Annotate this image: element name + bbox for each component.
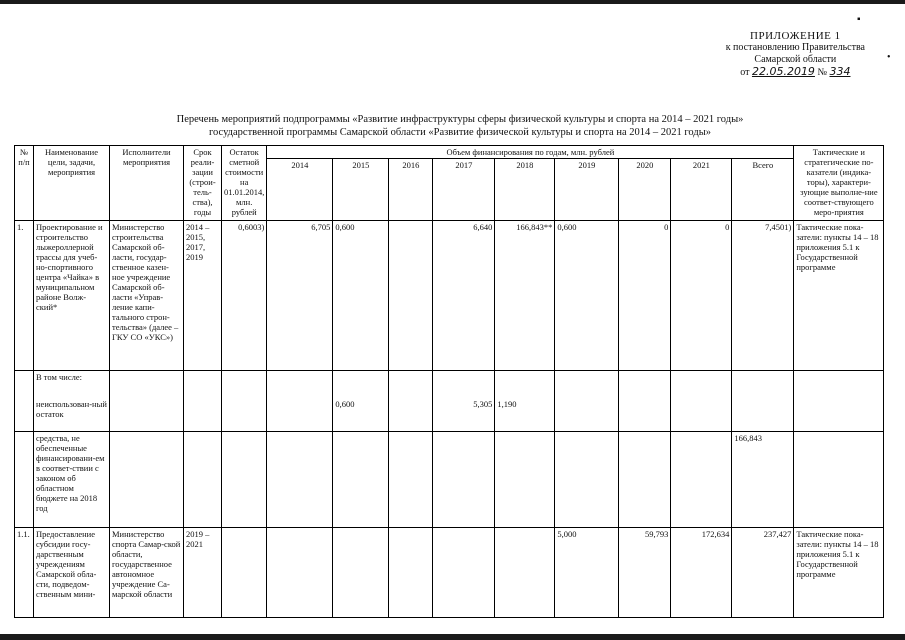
table-row [15,432,884,528]
value-2020: 0 [619,221,671,371]
value-total: 7,4501) [732,221,794,371]
header-row-1 [15,146,884,159]
col-header-executors: Исполнители мероприятия [110,146,184,221]
title-line-1: Перечень мероприятий подпрограммы «Развитие инфраструктуры сферы физической культуры и спорта на 2014 – 2021 годы» [176,114,744,125]
annex-title: ПРИЛОЖЕНИЕ 1 [750,30,841,42]
col-header-term: Срок реали-зации (строи-тель-ства), годы [184,146,222,221]
year-header: 2020 [619,159,671,221]
value-2015: 0,600 [333,221,389,371]
including-label: В том числе: [34,371,110,398]
value-2016 [389,528,433,618]
value-total: 237,427 [732,528,794,618]
measure-executors: Министерство строительства Самарской об-ласти, государ-ственное казен-ное учреждение Самарской об-ласти «Управ-ление капи-тального строн-тельства» (далее – ГКУ СО «УКС») [110,221,184,371]
measure-term: 2014 – 2015, 2017, 2019 [184,221,222,371]
table-row [15,221,884,371]
value-2018: 1,190 [495,398,555,432]
year-header: 2014 [267,159,333,221]
value-2017 [433,528,495,618]
table-row [15,398,884,432]
value-2019 [555,398,619,432]
handwritten-date: 22.05.2019 [751,65,815,78]
value-2014 [267,528,333,618]
corner-mark: • [887,52,891,63]
remainder-value: 0,6003) [222,221,267,371]
handwritten-number: 334 [829,65,851,78]
col-header-funding: Объем финансирования по годам, млн. рублей [267,146,794,159]
measure-name: неиспользован-ный остаток [34,398,110,432]
measures-table [14,145,884,618]
measure-name: средства, не обеспеченные финансировани-ем в соответ-ствии с законом об областном бюджете на 2018 год [34,432,110,528]
value-2014: 6,705 [267,221,333,371]
value-2019: 0,600 [555,221,619,371]
value-2016 [389,398,433,432]
scan-speck: ▪ [857,14,861,25]
value-total: 166,843 [732,432,794,528]
col-header-indicators: Тактические и стратегические по-казатели (индика-торы), характери-зующие выполне-ние соответ-ствующего меро-приятия [794,146,884,221]
scan-bottom-border [0,634,905,640]
title-line-2: государственной программы Самарской области «Развитие физической культуры и спорта на 2014 – 2021 годы» [209,127,711,138]
value-2020: 59,793 [619,528,671,618]
col-header-remainder: Остаток сметной стоимости на 01.01.2014, млн. рублей [222,146,267,221]
value-2017: 6,640 [433,221,495,371]
value-2020 [619,398,671,432]
table-row [15,528,884,618]
number-label: № [817,67,827,78]
total-header: Всего [732,159,794,221]
measure-indicators: Тактические пока-затели: пункты 14 – 18 приложения 5.1 к Государственной программе [794,221,884,371]
value-2018: 166,843** [495,221,555,371]
value-2015 [333,528,389,618]
value-2021: 172,634 [671,528,732,618]
col-header-name: Наименование цели, задачи, мероприятия [34,146,110,221]
year-header: 2015 [333,159,389,221]
measure-indicators: Тактические пока-затели: пункты 14 – 18 приложения 5.1 к Государственной программе [794,528,884,618]
measure-term: 2019 – 2021 [184,528,222,618]
year-header: 2018 [495,159,555,221]
table-row [15,371,884,398]
value-2016 [389,221,433,371]
value-2021: 0 [671,221,732,371]
value-2018 [495,528,555,618]
year-header: 2016 [389,159,433,221]
col-header-num: № п/п [15,146,34,221]
year-header: 2021 [671,159,732,221]
annex-line-2: к постановлению Правительства [725,42,865,53]
value-2019: 5,000 [555,528,619,618]
year-header: 2017 [433,159,495,221]
value-2017: 5,305 [433,398,495,432]
measure-name: Предоставление субсидии госу-дарственным учреждениям Самарской обла-сти, подведом-ственным мини- [34,528,110,618]
value-total [732,398,794,432]
row-number: 1. [15,221,34,371]
measure-executors: Министерство спорта Самар-ской области, государственное автономное учреждение Са-марской области [110,528,184,618]
value-2014 [267,398,333,432]
from-label: от [740,67,750,78]
annex-line-3: Самарской области [754,54,837,65]
measure-name: Проектирование и строительство лыжероллерной трассы для учеб-но-спортивного центра «Чайка» в муниципальном районе Волж-ский* [34,221,110,371]
row-number: 1.1. [15,528,34,618]
value-2021 [671,398,732,432]
remainder-value [222,528,267,618]
year-header: 2019 [555,159,619,221]
value-2015: 0,600 [333,398,389,432]
